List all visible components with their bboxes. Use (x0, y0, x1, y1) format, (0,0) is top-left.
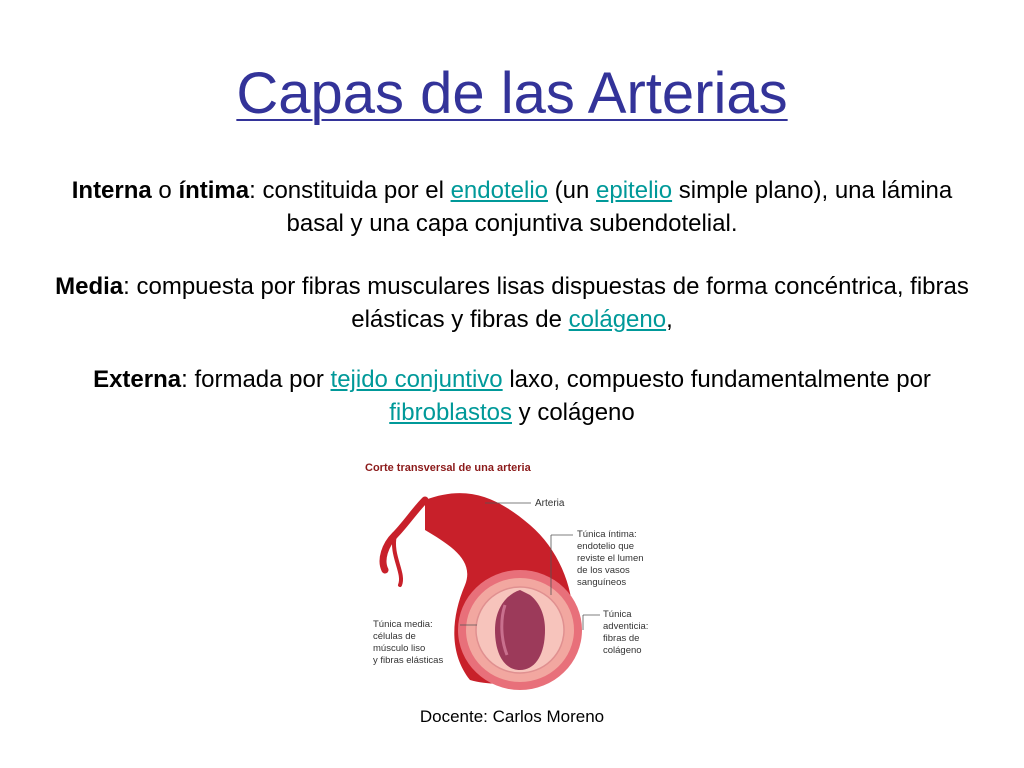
tejido-conjuntivo-link[interactable]: tejido conjuntivo (330, 366, 503, 393)
externa-text3: y colágeno (511, 399, 635, 426)
label-intima: Túnica íntima: endotelio que reviste el lumen de los vasos sanguíneos (577, 529, 644, 588)
artery-figure (355, 455, 685, 695)
externa-term: Externa (93, 366, 182, 393)
interna-term: Interna (71, 177, 152, 204)
externa-text1: : formada por (181, 366, 331, 393)
epitelio-link[interactable]: epitelio (596, 177, 673, 204)
colageno-link[interactable]: colágeno (568, 306, 667, 333)
media-term: Media (55, 273, 124, 300)
fibroblastos-link[interactable]: fibroblastos (389, 399, 512, 426)
label-adventicia: Túnica adventicia: fibras de colágeno (603, 609, 649, 656)
media-text1: : compuesta por fibras musculares lisas dispuestas de forma concéntrica, fibras elásticas y fibras de (123, 273, 969, 333)
interna-paragraph (40, 174, 984, 240)
intima-term: íntima (178, 177, 250, 204)
media-text2: , (666, 306, 673, 333)
label-media: Túnica media: células de músculo liso y fibras elásticas (373, 619, 444, 666)
endotelio-link[interactable]: endotelio (450, 177, 548, 204)
artery-cross-section-diagram (355, 455, 685, 695)
interna-conj: o (151, 177, 179, 204)
externa-paragraph (40, 363, 984, 429)
media-paragraph (40, 270, 984, 336)
label-arteria: Arteria (535, 498, 565, 509)
artery-branch-small (394, 535, 401, 585)
figure-caption: Corte transversal de una arteria (365, 462, 531, 474)
artery-branch (383, 500, 425, 570)
interna-text3: simple plano), una lámina basal y una capa conjuntiva subendotelial. (286, 177, 953, 237)
externa-text2: laxo, compuesto fundamentalmente por (502, 366, 931, 393)
slide-title: Capas de las Arterias (236, 61, 788, 126)
interna-text2: (un (548, 177, 597, 204)
footer-author: Docente: Carlos Moreno (419, 707, 605, 726)
interna-text1: : constituida por el (249, 177, 451, 204)
